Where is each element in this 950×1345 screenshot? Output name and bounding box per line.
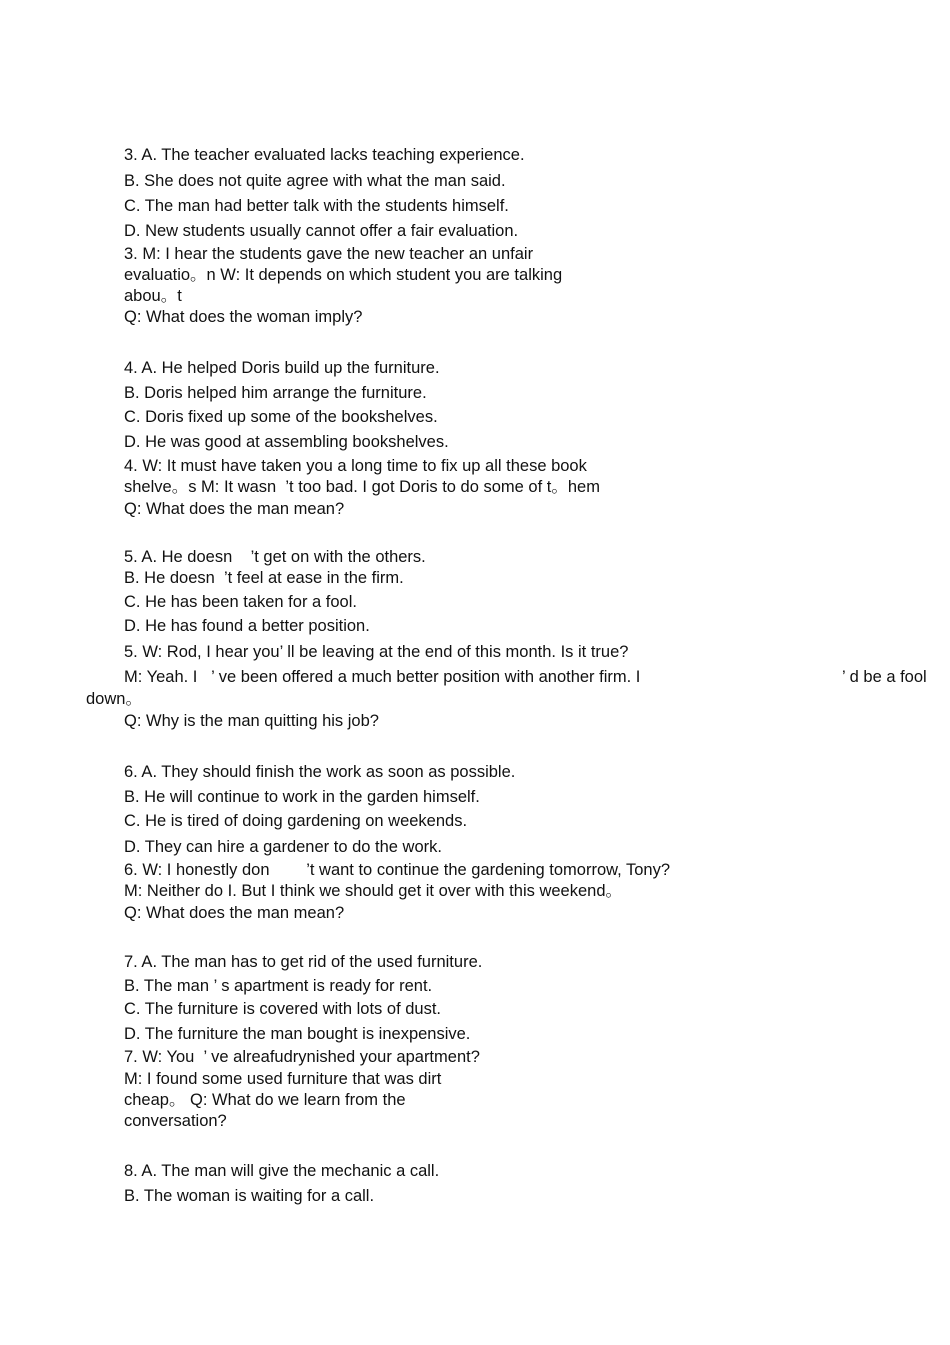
q5-script-line-3: down。	[86, 690, 142, 708]
q5-option-d: D. He has found a better position.	[124, 617, 370, 635]
q4-option-a: 4. A. He helped Doris build up the furniture.	[124, 359, 440, 377]
q4-option-b: B. Doris helped him arrange the furniture.	[124, 384, 427, 402]
q4-script-line-1: 4. W: It must have taken you a long time to fix up all these book	[124, 457, 587, 475]
q8-option-b: B. The woman is waiting for a call.	[124, 1187, 375, 1205]
q5-option-c: C. He has been taken for a fool.	[124, 593, 357, 611]
q7-option-a: 7. A. The man has to get rid of the used furniture.	[124, 953, 483, 971]
q7-question: conversation?	[124, 1112, 227, 1130]
q7-option-b: B. The man ’ s apartment is ready for rent.	[124, 977, 433, 995]
q3-option-a: 3. A. The teacher evaluated lacks teaching experience.	[124, 146, 525, 164]
q3-question: Q: What does the woman imply?	[124, 308, 363, 326]
q5-script-line-2-tail: ’ d be a fool	[842, 668, 927, 686]
q3-script-line-3: abou。t	[124, 287, 182, 305]
q6-script-line-1: 6. W: I honestly don ’t want to continue the gardening tomorrow, Tony?	[124, 861, 671, 879]
q7-option-d: D. The furniture the man bought is inexpensive.	[124, 1025, 471, 1043]
q4-script-line-2: shelve。s M: It wasn ’t too bad. I got Doris to do some of t。hem	[124, 478, 600, 496]
q8-option-a: 8. A. The man will give the mechanic a call.	[124, 1162, 440, 1180]
q6-option-d: D. They can hire a gardener to do the work.	[124, 838, 442, 856]
q3-option-b: B. She does not quite agree with what the man said.	[124, 172, 506, 190]
q3-option-c: C. The man had better talk with the students himself.	[124, 197, 509, 215]
q6-option-c: C. He is tired of doing gardening on weekends.	[124, 812, 468, 830]
q7-script-line-1: 7. W: You ’ ve alreafudrynished your apartment?	[124, 1048, 480, 1066]
q5-script-line-1: 5. W: Rod, I hear you’ ll be leaving at the end of this month. Is it true?	[124, 643, 629, 661]
q3-script-line-1: 3. M: I hear the students gave the new teacher an unfair	[124, 245, 534, 263]
q6-option-a: 6. A. They should finish the work as soon as possible.	[124, 763, 516, 781]
q7-script-line-3: cheap。 Q: What do we learn from the	[124, 1091, 406, 1109]
q6-script-line-2: M: Neither do I. But I think we should get it over with this weekend。	[124, 882, 622, 900]
q7-script-line-2: M: I found some used furniture that was dirt	[124, 1070, 442, 1088]
q4-question: Q: What does the man mean?	[124, 500, 345, 518]
q3-option-d: D. New students usually cannot offer a fair evaluation.	[124, 222, 519, 240]
q5-option-a: 5. A. He doesn ’t get on with the others.	[124, 548, 426, 566]
q4-option-c: C. Doris fixed up some of the bookshelves.	[124, 408, 438, 426]
q4-option-d: D. He was good at assembling bookshelves.	[124, 433, 449, 451]
q3-script-line-2: evaluatio。n W: It depends on which student you are talking	[124, 266, 563, 284]
q6-option-b: B. He will continue to work in the garden himself.	[124, 788, 480, 806]
q5-question: Q: Why is the man quitting his job?	[124, 712, 379, 730]
q5-option-b: B. He doesn ’t feel at ease in the firm.	[124, 569, 404, 587]
q7-option-c: C. The furniture is covered with lots of dust.	[124, 1000, 442, 1018]
q5-script-line-2: M: Yeah. I ’ ve been offered a much better position with another firm. I	[124, 668, 641, 686]
q6-question: Q: What does the man mean?	[124, 904, 345, 922]
